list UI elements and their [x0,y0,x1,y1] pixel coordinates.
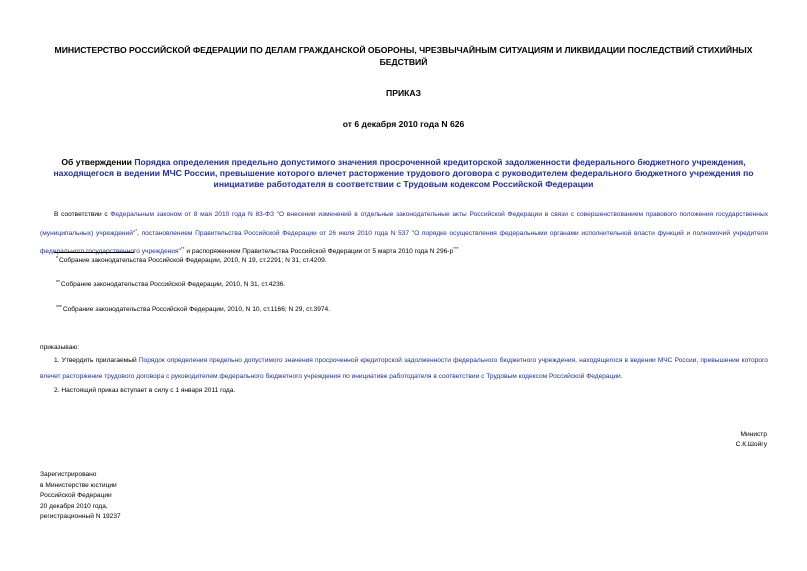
signature-title: Министр [740,431,767,438]
footnote-3 [56,305,330,313]
prikazyvayu: приказываю: [40,344,80,351]
footnote-ref-1[interactable]: * [135,227,138,233]
registration-block [40,470,121,523]
order-item-1 [40,353,768,384]
footnote-mark-3: *** [56,305,62,311]
doc-date: от 6 декабря 2010 года N 626 [342,119,465,129]
federal-law-link[interactable]: Федеральным законом от 8 мая 2010 года N 83-ФЗ "О внесении изменений в отдельные законодательные акты Российской Федерации в связи с совершенствованием правового положения государственных (муниципальных) учреждений" [40,211,768,237]
signature-name: С.К.Шойгу [735,441,767,448]
footnote-text-2: Собрание законодательства Российской Федерации, 2010, N 31, ст.4236. [60,281,286,288]
preamble-text-1: В соответствии с [54,211,108,218]
registration-line-5: регистрационный N 19237 [40,513,121,520]
registration-line-4: 20 декабря 2010 года, [40,502,108,510]
ministry-heading: МИНИСТЕРСТВО РОССИЙСКОЙ ФЕДЕРАЦИИ ПО ДЕЛАМ ГРАЖДАНСКОЙ ОБОРОНЫ, ЧРЕЗВЫЧАЙНЫМ СИТУАЦИЯМ И ЛИКВИДАЦИИ ПОСЛЕДСТВИЙ СТИХИЙНЫХ БЕДСТВИЙ [54,45,753,67]
doc-subject [40,157,767,191]
footnote-ref-2[interactable]: ** [180,246,185,251]
subject-link[interactable]: Порядка определения предельно допустимого значения просроченной кредиторской задолженности федерального бюджетного учреждения, находящегося в ведении МЧС России, превышение которого влечет расторжение трудового договора с руководителем федерального бюджетного учреждения по инициативе работодателя в соответствии с Трудовым кодексом Российской Федерации [53,157,754,190]
registration-line-2: в Министерстве юстиции [40,481,117,489]
footnote-text-3: Собрание законодательства Российской Федерации, 2010, N 10, ст.1166; N 29, ст.3974. [62,306,331,313]
footnote-ref-3[interactable]: *** [453,246,459,251]
footnote-text-1: Собрание законодательства Российской Федерации, 2010, N 19, ст.2291; N 31, ст.4209. [58,257,327,264]
footnote-mark-1: * [56,256,58,262]
preamble-text-3: и распоряжением Правительства Российской Федерации от 5 марта 2010 года N 296-р [186,248,454,255]
signature-block [736,430,767,450]
footnote-mark-2: ** [56,280,60,286]
registration-line-1: Зарегистрировано [40,471,97,478]
doc-type-heading: ПРИКАЗ [386,88,421,98]
subject-prefix: Об утверждении [61,157,132,167]
preamble-paragraph [40,207,768,260]
registration-line-3: Российской Федерации [40,492,112,499]
order-item-2: 2. Настоящий приказ вступает в силу с 1 января 2011 года. [54,387,236,394]
preamble-text-2: , [137,229,139,237]
footnote-divider [54,252,134,253]
footnote-2 [56,280,285,288]
procedure-link[interactable]: Порядок определения предельно допустимого значения просроченной кредиторской задолженности федерального бюджетного учреждения, находящегося в ведении МЧС России, превышение которого влечет расторжение трудового договора с руководителем федерального бюджетного учреждения по инициативе работодателя в соответствии с Трудовым кодексом Российской Федерации. [40,357,768,380]
government-resolution-link[interactable]: постановлением Правительства Российской Федерации от 26 июля 2010 года N 537 "О порядке осуществления федеральными органами исполнительной власти функций и полномочий учредителя федерального государственного учреждения" [40,229,768,255]
footnote-1 [56,256,327,264]
order-item-1-prefix: 1. Утвердить прилагаемый [54,357,137,364]
